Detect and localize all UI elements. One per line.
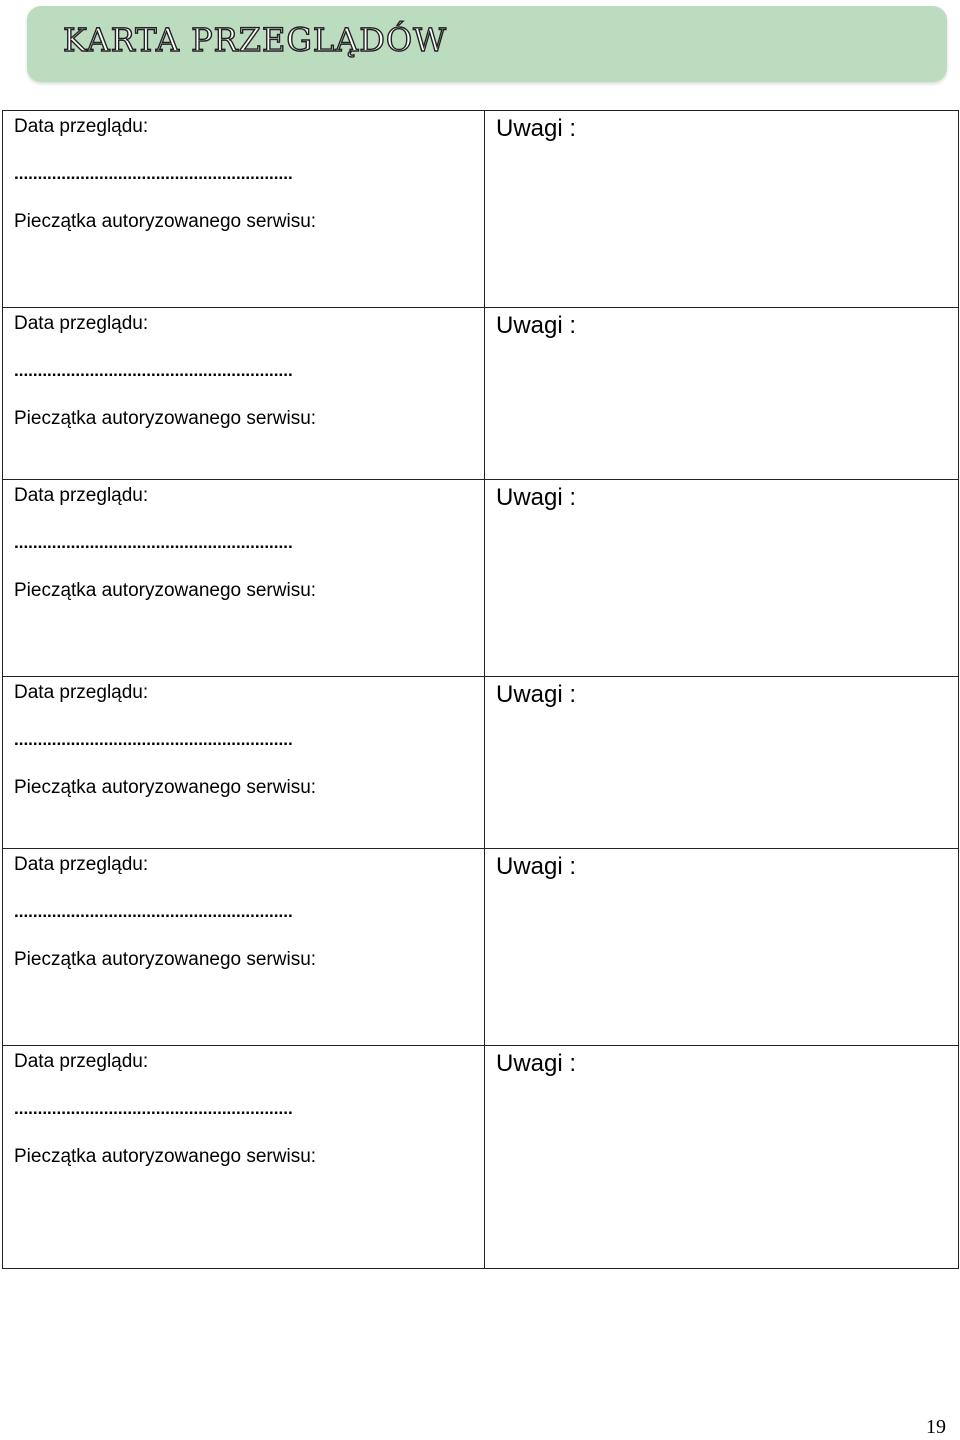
date-label: Data przeglądu: [14,116,149,137]
notes-cell [485,480,959,677]
date-fill-line: ........................................................... [14,361,293,380]
stamp-label: Pieczątka autoryzowanego serwisu: [14,777,317,798]
review-details-cell [3,308,485,480]
review-details-cell [3,677,485,849]
stamp-label: Pieczątka autoryzowanego serwisu: [14,580,317,601]
notes-cell [485,1046,959,1269]
notes-label: Uwagi : [496,484,577,511]
table-row [3,677,959,849]
notes-cell [485,849,959,1046]
table-row [3,849,959,1046]
date-label: Data przeglądu: [14,854,149,875]
notes-label: Uwagi : [496,115,577,142]
date-fill-line: ........................................................... [14,902,293,921]
table-row [3,111,959,308]
date-fill-line: ........................................................... [14,1099,293,1118]
notes-label: Uwagi : [496,312,577,339]
date-fill-line: ........................................................... [14,730,293,749]
stamp-label: Pieczątka autoryzowanego serwisu: [14,949,317,970]
notes-cell [485,111,959,308]
header-banner [27,6,947,82]
date-label: Data przeglądu: [14,1051,149,1072]
notes-label: Uwagi : [496,853,577,880]
review-card-table [2,110,959,1269]
notes-cell [485,677,959,849]
date-fill-line: ........................................................... [14,533,293,552]
review-details-cell [3,111,485,308]
page-title: KARTA PRZEGLĄDÓW [63,21,448,59]
date-fill-line: ........................................................... [14,164,293,183]
stamp-label: Pieczątka autoryzowanego serwisu: [14,408,317,429]
date-label: Data przeglądu: [14,682,149,703]
stamp-label: Pieczątka autoryzowanego serwisu: [14,1146,317,1167]
review-details-cell [3,1046,485,1269]
table-row [3,480,959,677]
table-row [3,308,959,480]
notes-cell [485,308,959,480]
notes-label: Uwagi : [496,681,577,708]
date-label: Data przeglądu: [14,313,149,334]
page-number: 19 [926,1416,946,1438]
notes-label: Uwagi : [496,1050,577,1077]
stamp-label: Pieczątka autoryzowanego serwisu: [14,211,317,232]
review-details-cell [3,480,485,677]
review-details-cell [3,849,485,1046]
date-label: Data przeglądu: [14,485,149,506]
table-row [3,1046,959,1269]
